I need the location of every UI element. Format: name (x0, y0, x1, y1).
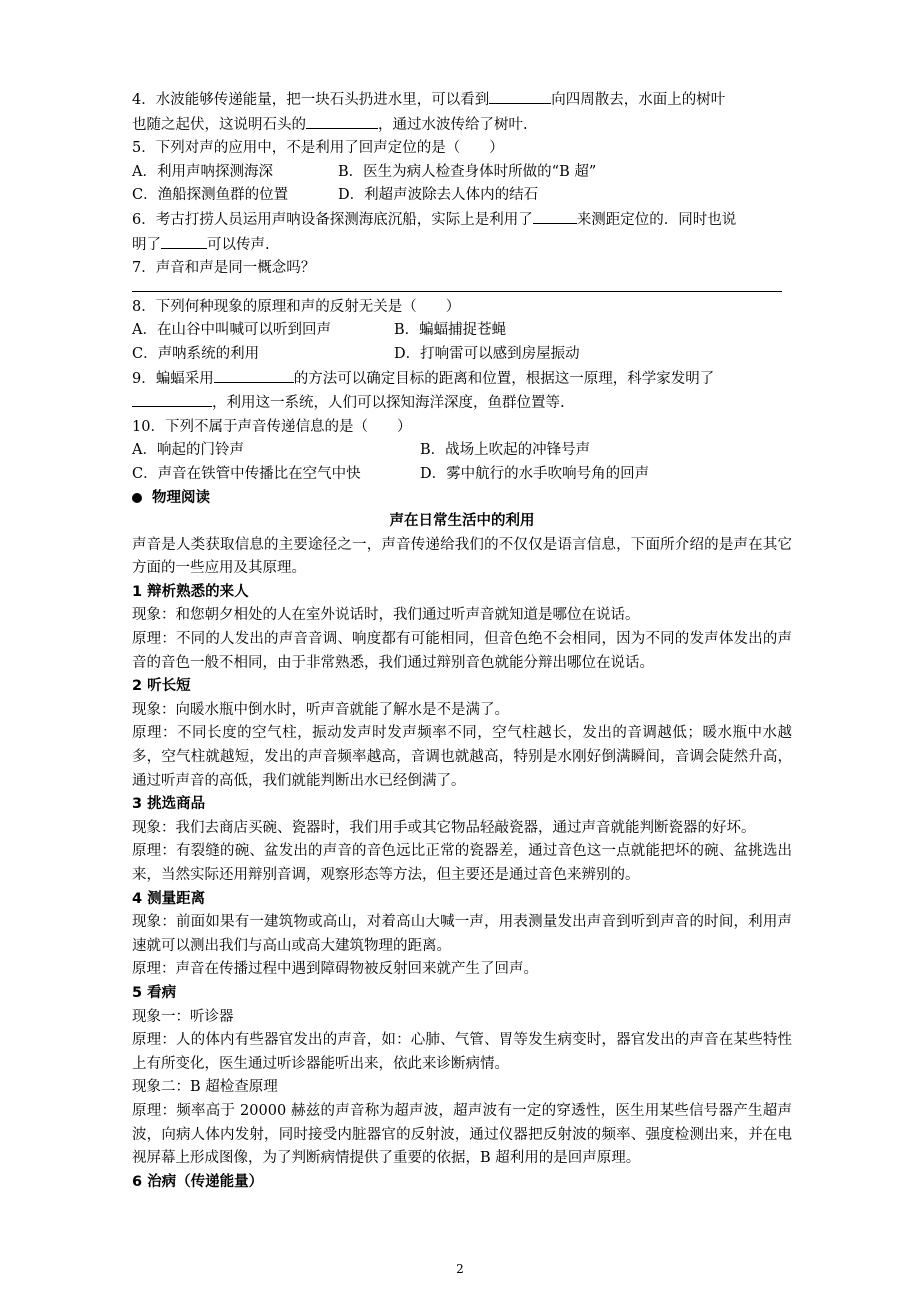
question-8-options-ab (132, 319, 792, 343)
q8-option-b[interactable]: B．蝙蝠捕捉苍蝇 (394, 322, 507, 339)
document-page (132, 88, 792, 1194)
question-8-stem: 8．下列何种现象的原理和声的反射无关是（ ） (132, 298, 461, 315)
reading-s4-phenomenon: 现象：前面如果有一建筑物或高山，对着高山大喊一声，用表测量发出声音到听到声音的时间，利用声速就可以测出我们与高山或高大建筑物理的距离。 (132, 914, 792, 954)
reading-s5-heading: 5 看病 (132, 984, 177, 1001)
reading-s1-phenomenon: 现象：和您朝夕相处的人在室外说话时，我们通过听声音就知道是哪位在说话。 (132, 607, 640, 624)
reading-s2-heading: 2 听长短 (132, 678, 191, 695)
reading-s2-phenomenon: 现象：向暖水瓶中倒水时，听声音就能了解水是不是满了。 (132, 701, 509, 718)
reading-s5-principle-1: 原理：人的体内有些器官发出的声音，如：心肺、气管、胃等发生病变时，器官发出的声音在某些特性上有所变化，医生通过听诊器能听出来，依此来诊断病情。 (132, 1032, 792, 1072)
question-5-stem: 5．下列对声的应用中，不是利用了回声定位的是（ ） (132, 140, 504, 157)
reading-s1-principle: 原理：不同的人发出的声音音调、响度都有可能相同，但音色绝不会相同，因为不同的发声体发出的声音的音色一般不相同，由于非常熟悉，我们通过辩别音色就能分辩出哪位在说话。 (132, 631, 792, 671)
q10-option-c[interactable]: C．声音在铁管中传播比在空气中快 (132, 465, 361, 482)
reading-s5-phenomenon-1: 现象一：听诊器 (132, 1008, 234, 1025)
q10-option-b[interactable]: B．战场上吹起的冲锋号声 (420, 442, 591, 459)
question-10-stem: 10．下列不属于声音传递信息的是（ ） (132, 418, 412, 435)
q8-option-a[interactable]: A．在山谷中叫喊可以听到回声 (132, 322, 331, 339)
q4-blank-1[interactable] (489, 88, 551, 104)
reading-s1-heading: 1 辩析熟悉的来人 (132, 583, 249, 600)
q4-blank-2[interactable] (306, 113, 378, 129)
reading-s3-heading: 3 挑选商品 (132, 796, 206, 813)
reading-s4-heading: 4 测量距离 (132, 890, 206, 907)
q8-option-d[interactable]: D．打响雷可以感到房屋振动 (394, 345, 580, 362)
reading-section-heading (132, 487, 792, 511)
reading-s3-principle: 原理：有裂缝的碗、盆发出的声音的音色远比正常的瓷器差，通过音色这一点就能把坏的碗、盆挑选出来，当然实际还用辩别音调，观察形态等方法，但主要还是通过音色来辨别的。 (132, 843, 792, 883)
q6-text-b: 来测距定位的．同时也说 (576, 211, 737, 228)
q9-blank-2[interactable] (132, 391, 212, 407)
question-6-line-1 (132, 208, 792, 233)
question-4-line-1 (132, 88, 792, 113)
question-8-options-cd (132, 343, 792, 367)
page-number: 2 (456, 1262, 464, 1276)
question-10-options-cd (132, 463, 792, 487)
q4-text-c: 也随之起伏，这说明石头的 (132, 116, 306, 133)
q4-text-b: 向四周散去，水面上的树叶 (551, 92, 726, 108)
reading-intro: 声音是人类获取信息的主要途径之一，声音传递给我们的不仅仅是语言信息，下面所介绍的是声在其它方面的一些应用及其原理。 (132, 536, 792, 577)
q6-blank-1[interactable] (533, 208, 577, 224)
q8-option-c[interactable]: C．声呐系统的利用 (132, 345, 260, 362)
q5-option-a[interactable]: A．利用声呐探测海深 (132, 163, 273, 180)
q6-blank-2[interactable] (161, 233, 207, 249)
q9-text-b: 的方法可以确定目标的距离和位置，根据这一原理，科学家发明了 (293, 370, 715, 387)
q10-option-d[interactable]: D．雾中航行的水手吹响号角的回声 (420, 465, 650, 482)
bullet-icon (132, 493, 142, 503)
reading-s6-heading: 6 治病（传递能量） (132, 1173, 264, 1190)
reading-s5-phenomenon-2: 现象二：B 超检查原理 (132, 1079, 278, 1096)
reading-s4-principle: 原理：声音在传播过程中遇到障碍物被反射回来就产生了回声。 (132, 961, 538, 978)
q5-option-d[interactable]: D．利超声波除去人体内的结石 (338, 187, 539, 204)
question-5-options-ab (132, 161, 792, 185)
reading-title: 声在日常生活中的利用 (389, 513, 535, 530)
q6-text-a: 6．考古打捞人员运用声呐设备探测海底沉船，实际上是利用了 (132, 211, 533, 228)
reading-s3-phenomenon: 现象：我们去商店买碗、瓷器时，我们用手或其它物品轻敲瓷器，通过声音就能判断瓷器的好坏。 (132, 819, 756, 836)
question-5-options-cd (132, 184, 792, 208)
reading-section-label: 物理阅读 (152, 489, 210, 506)
q7-answer-line[interactable] (132, 281, 782, 292)
question-7-stem: 7．声音和声是同一概念吗？ (132, 260, 316, 277)
q6-text-d: 可以传声. (207, 236, 270, 253)
q9-blank-1[interactable] (214, 367, 294, 383)
question-6-line-2 (132, 233, 792, 258)
q6-text-c: 明了 (132, 236, 161, 253)
q9-text-c: ，利用这一系统，人们可以探知海洋深度，鱼群位置等. (212, 395, 565, 412)
q5-option-b[interactable]: B．医生为病人检查身体时所做的“B 超” (338, 163, 597, 180)
question-4-line-2 (132, 113, 792, 138)
question-9-line-1 (132, 367, 792, 392)
question-10-options-ab (132, 439, 792, 463)
reading-s2-principle: 原理：不同长度的空气柱，振动发声时发声频率不同，空气柱越长，发出的音调越低；暖水瓶中水越多，空气柱就越短，发出的声音频率越高，音调也就越高，特别是水刚好倒满瞬间，音调会陡然升高，通过听声音的高低，我们就能判断出水已经倒满了。 (132, 725, 792, 789)
q9-text-a: 9．蝙蝠采用 (132, 370, 214, 387)
question-9-line-2 (132, 391, 792, 416)
reading-s5-principle-2: 原理：频率高于 20000 赫兹的声音称为超声波，超声波有一定的穿透性，医生用某些信号器产生超声波，向病人体内发射，同时接受内脏器官的反射波，通过仪器把反射波的频率、强度检测出来，并在电视屏幕上形成图像，为了判断病情提供了重要的依据，B 超利用的是回声原理。 (132, 1102, 792, 1167)
q10-option-a[interactable]: A．响起的门铃声 (132, 442, 244, 459)
q4-text-a: 4．水波能够传递能量，把一块石头扔进水里，可以看到 (132, 92, 490, 108)
q5-option-c[interactable]: C．渔船探测鱼群的位置 (132, 187, 289, 204)
q4-text-d: ，通过水波传给了树叶. (378, 116, 528, 133)
